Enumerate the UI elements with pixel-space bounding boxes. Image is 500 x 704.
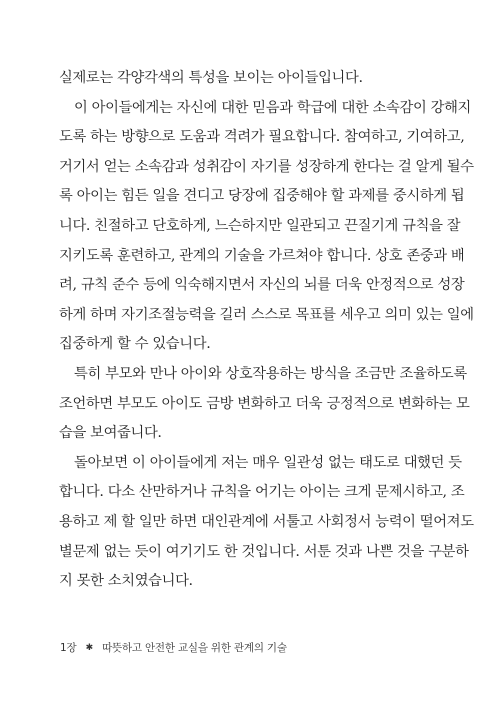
- text-line: 니다. 친절하고 단호하게, 느슨하지만 일관되고 끈질기게 규칙을 잘: [59, 217, 461, 234]
- text-line: 하게 하며 자기조절능력을 길러 스스로 목표를 세우고 의미 있는 일에: [59, 306, 474, 323]
- chapter-label: 1장: [60, 642, 77, 654]
- text-line: 합니다. 다소 산만하거나 규칙을 어기는 아이는 크게 문제시하고, 조: [59, 484, 465, 501]
- text-line: 록 아이는 힘든 일을 견디고 당장에 집중해야 할 과제를 중시하게 됩: [59, 188, 465, 205]
- text-line: 특히 부모와 만나 아이와 상호작용하는 방식을 조금만 조율하도록: [74, 365, 467, 382]
- text-line: 이 아이들에게는 자신에 대한 믿음과 학급에 대한 소속감이 강해지: [74, 99, 471, 116]
- text-line: 려, 규칙 준수 등에 익숙해지면서 자신의 뇌를 더욱 안정적으로 성장: [59, 277, 465, 294]
- chapter-title: 따뜻하고 안전한 교실을 위한 관계의 기술: [102, 642, 287, 654]
- text-line: 집중하게 할 수 있습니다.: [59, 336, 211, 353]
- text-line: 거기서 얻는 소속감과 성취감이 자기를 성장하게 한다는 걸 알게 될수: [59, 158, 474, 175]
- page-footer: [60, 640, 287, 655]
- asterisk-icon: ✱: [85, 643, 93, 653]
- text-line: 돌아보면 이 아이들에게 저는 매우 일관성 없는 태도로 대했던 듯: [74, 454, 462, 471]
- text-line: 지키도록 훈련하고, 관계의 기술을 가르쳐야 합니다. 상호 존중과 배: [59, 247, 465, 264]
- text-line: 실제로는 각양각색의 특성을 보이는 아이들입니다.: [59, 70, 363, 86]
- body-text: [59, 64, 474, 597]
- text-line: 습을 보여줍니다.: [59, 425, 162, 442]
- text-line: 용하고 제 할 일만 하면 대인관계에 서툴고 사회정서 능력이 떨어져도: [59, 513, 474, 530]
- text-line: 별문제 없는 듯이 여기기도 한 것입니다. 서툰 것과 나쁜 것을 구분하: [59, 543, 469, 560]
- text-line: 조언하면 부모도 아이도 금방 변화하고 더욱 긍정적으로 변화하는 모: [59, 395, 470, 412]
- text-line: 도록 하는 방향으로 도움과 격려가 필요합니다. 참여하고, 기여하고,: [59, 129, 465, 146]
- text-line: 지 못한 소치였습니다.: [59, 573, 193, 590]
